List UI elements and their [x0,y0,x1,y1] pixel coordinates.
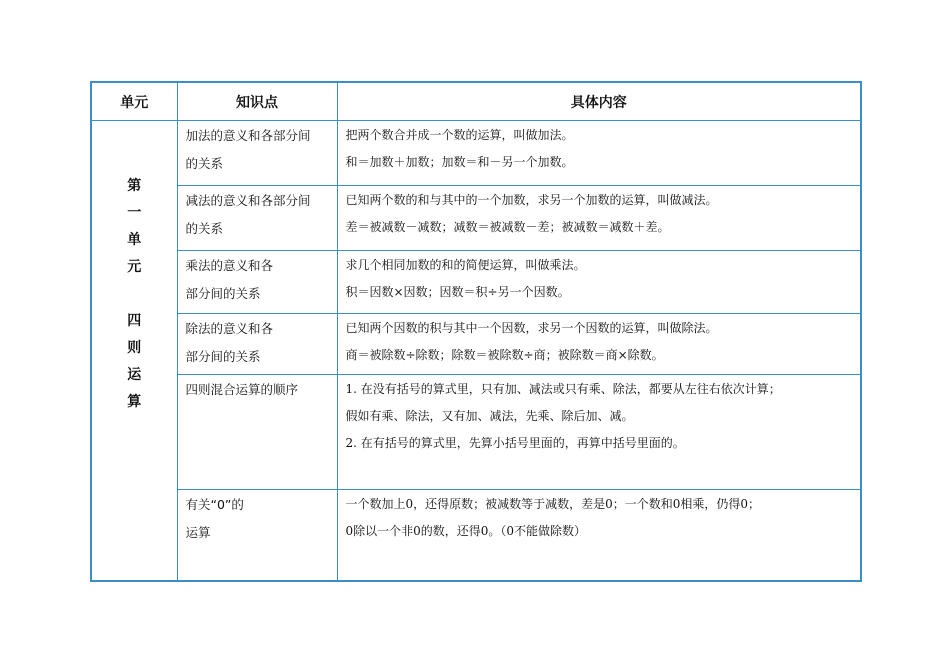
content-cell [337,186,861,251]
unit-char: 一 [127,205,142,221]
topic-line: 的关系 [185,221,224,236]
unit-char: 第 [127,178,142,194]
knowledge-table [90,81,862,582]
unit-char: 元 [127,259,142,275]
table-row [91,251,861,314]
topic-line: 有关“0”的 [185,497,244,512]
table-row [91,186,861,251]
topic-line: 除法的意义和各 [185,321,274,336]
topic-cell [177,251,337,314]
topic-line: 的关系 [185,156,224,171]
content-line: 一个数加上0，还得原数；被减数等于减数，差是0；一个数和0相乘，仍得0； [345,497,761,511]
table-row [91,490,861,581]
header-unit: 单元 [91,82,177,121]
topic-cell [177,121,337,186]
content-line: 已知两个因数的积与其中一个因数，求另一个因数的运算，叫做除法。 [345,321,718,335]
content-line: 2. 在有括号的算式里，先算小括号里面的，再算中括号里面的。 [345,436,685,450]
topic-line: 四则混合运算的顺序 [185,382,299,397]
unit-cell [91,121,177,581]
topic-line: 部分间的关系 [185,286,261,301]
topic-cell [177,186,337,251]
content-line: 1. 在没有括号的算式里，只有加、减法或只有乘、除法，都要从左往右依次计算； [345,382,781,396]
header-content: 具体内容 [337,82,861,121]
content-cell [337,121,861,186]
topic-cell [177,490,337,581]
content-line: 积＝因数×因数；因数＝积÷另一个因数。 [345,285,570,299]
topic-line: 乘法的意义和各 [185,258,274,273]
content-line: 假如有乘、除法，又有加、减法，先乘、除后加、减。 [345,409,634,423]
topic-line: 减法的意义和各部分间 [185,193,311,208]
topic-cell [177,375,337,490]
table-row [91,121,861,186]
content-line: 和＝加数＋加数；加数＝和－另一个加数。 [345,155,574,169]
header-topic: 知识点 [177,82,337,121]
table-row [91,375,861,490]
content-cell [337,251,861,314]
content-line: 把两个数合并成一个数的运算，叫做加法。 [345,128,574,142]
content-line: 商＝被除数÷除数；除数＝被除数÷商；被除数＝商×除数。 [345,348,664,362]
knowledge-table-container [90,81,860,578]
content-cell [337,375,861,490]
content-cell [337,314,861,375]
content-line: 差＝被减数－减数；减数＝被减数－差；被减数＝减数＋差。 [345,220,670,234]
unit-char: 单 [127,232,142,248]
topic-line: 部分间的关系 [185,349,261,364]
topic-cell [177,314,337,375]
content-line: 已知两个数的和与其中的一个加数，求另一个加数的运算，叫做减法。 [345,193,718,207]
unit-char: 算 [127,394,142,410]
table-row [91,314,861,375]
unit-char: 则 [127,340,142,356]
content-line: 0除以一个非0的数，还得0。（0不能做除数） [345,524,587,538]
content-cell [337,490,861,581]
content-line: 求几个相同加数的和的简便运算，叫做乘法。 [345,258,586,272]
unit-char: 运 [127,367,142,383]
topic-line: 加法的意义和各部分间 [185,128,311,143]
header-row [91,82,861,121]
topic-line: 运算 [185,525,211,540]
unit-char: 四 [127,313,142,329]
unit-label-vertical [92,121,177,416]
